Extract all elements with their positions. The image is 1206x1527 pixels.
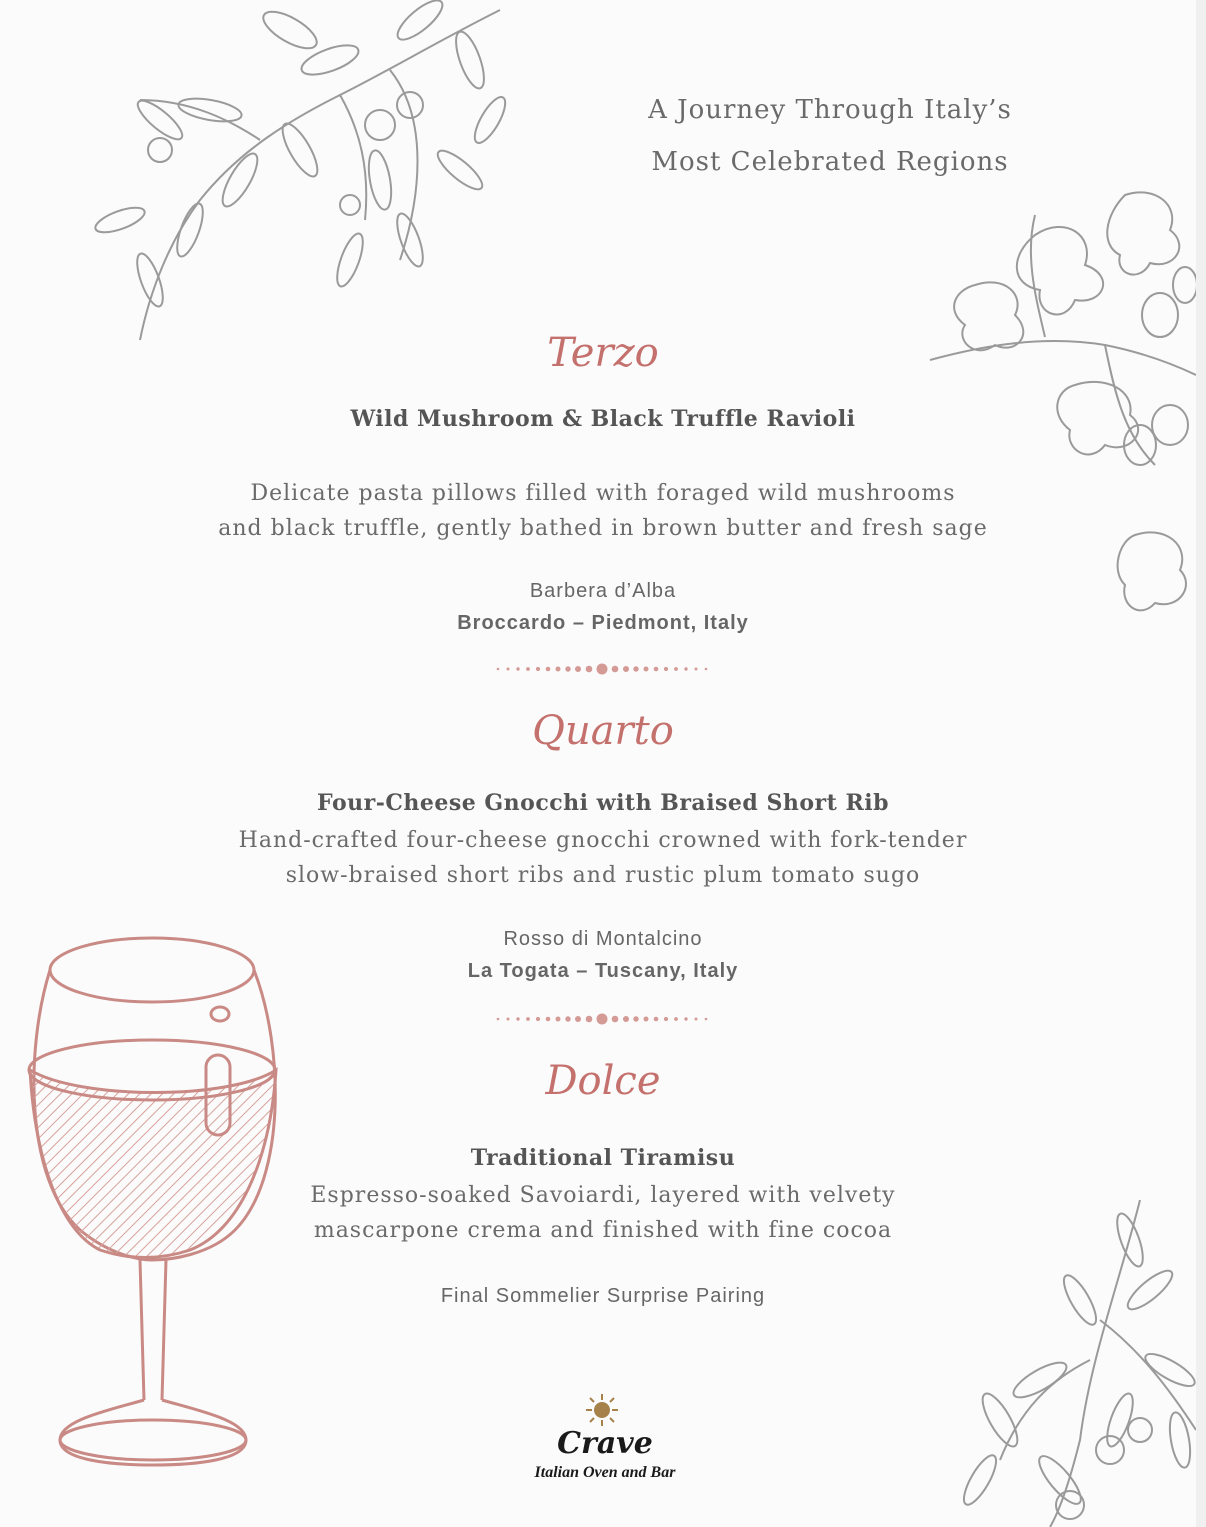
dotted-divider [490,662,716,676]
dish-name: Traditional Tiramisu [470,1145,736,1171]
dish-name: Four-Cheese Gnocchi with Braised Short Rib [317,790,889,816]
wine-pairing-note: Final Sommelier Surprise Pairing [440,1285,766,1307]
olive-branch-illustration [60,0,520,360]
dish-description-line-2: mascarpone crema and finished with fine cocoa [313,1218,893,1243]
course-title-dolce: Dolce [545,1058,661,1104]
wine-name: Rosso di Montalcino [503,928,703,950]
dish-description-line-2: and black truffle, gently bathed in brown butter and fresh sage [218,516,988,541]
dish-description-line-2: slow-braised short ribs and rustic plum tomato sugo [285,863,921,888]
sun-icon [584,1392,620,1428]
header-line-1: A Journey Through Italy’s [648,95,1012,125]
logo-tagline: Italian Oven and Bar [534,1464,676,1481]
dish-description-line-1: Hand-crafted four-cheese gnocchi crowned with fork-tender [238,828,968,853]
dish-description-line-1: Espresso-soaked Savoiardi, layered with velvety [310,1183,896,1208]
wine-maker: La Togata – Tuscany, Italy [467,960,739,982]
menu-header [600,84,1060,188]
header-line-2: Most Celebrated Regions [651,147,1009,177]
course-title-terzo: Terzo [547,330,659,376]
logo-brand: Crave [557,1426,653,1461]
wine-name: Barbera d’Alba [529,580,677,602]
restaurant-logo [490,1392,720,1492]
dotted-divider [490,1012,716,1026]
olive-branch-illustration-bottom [940,1200,1196,1527]
wine-maker: Broccardo – Piedmont, Italy [457,612,749,634]
dish-name: Wild Mushroom & Black Truffle Ravioli [350,406,856,432]
dish-description-line-1: Delicate pasta pillows filled with foraged wild mushrooms [250,481,956,506]
course-title-quarto: Quarto [532,708,674,754]
